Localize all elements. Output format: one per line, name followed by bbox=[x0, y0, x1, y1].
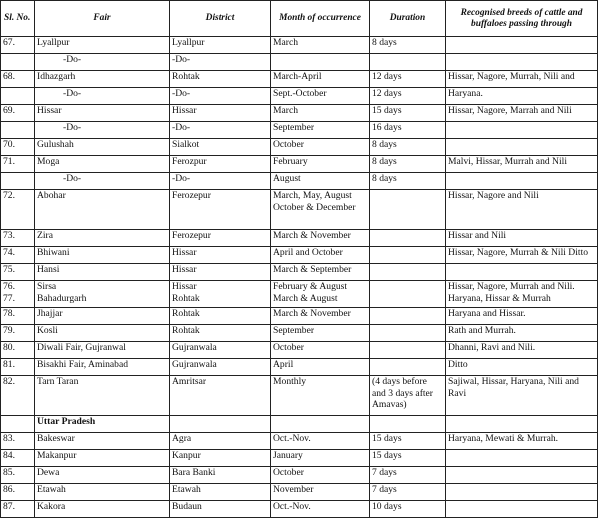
cell-breeds bbox=[446, 325, 598, 342]
cell-sl-no bbox=[1, 173, 35, 190]
cell-breeds bbox=[446, 230, 598, 247]
duration-text: 8 days bbox=[372, 173, 397, 184]
duration-text: 12 days bbox=[372, 88, 402, 99]
district-text: Hissar bbox=[172, 264, 197, 275]
table-row bbox=[1, 88, 598, 105]
cell-month bbox=[271, 173, 370, 190]
district-text: -Do- bbox=[172, 88, 191, 99]
fair-text: Makanpur bbox=[37, 450, 77, 461]
cell-sl-no: 82. bbox=[1, 376, 35, 416]
breeds-text: Sajiwal, Hissar, Haryana, Nili and bbox=[448, 376, 579, 387]
cell-month bbox=[271, 264, 370, 281]
breeds-text: Hissar and Nili bbox=[448, 230, 507, 241]
cell-sl-no: 69. bbox=[1, 105, 35, 122]
fair-text: Hissar bbox=[37, 105, 62, 116]
cell-month bbox=[271, 359, 370, 376]
cell-duration bbox=[370, 173, 446, 190]
cell-fair bbox=[35, 71, 170, 88]
month-text: February & August bbox=[273, 281, 348, 292]
cell-district bbox=[170, 247, 271, 264]
cell-sl-no: 86. bbox=[1, 484, 35, 501]
cell-district bbox=[170, 484, 271, 501]
cell-duration bbox=[370, 501, 446, 518]
table-row bbox=[1, 467, 598, 484]
district-text: Agra bbox=[172, 433, 192, 444]
table-row bbox=[1, 342, 598, 359]
cell-month bbox=[271, 281, 370, 308]
cell-empty bbox=[446, 416, 598, 433]
cell-month bbox=[271, 325, 370, 342]
cell-district bbox=[170, 308, 271, 325]
fair-text: Hansi bbox=[37, 264, 60, 275]
fair-text: Etawah bbox=[37, 484, 66, 495]
cell-sl-no: 87. bbox=[1, 501, 35, 518]
cell-breeds bbox=[446, 105, 598, 122]
district-text: Bara Banki bbox=[172, 467, 216, 478]
cell-sl-no bbox=[1, 416, 35, 433]
cell-fair bbox=[35, 37, 170, 54]
cell-duration bbox=[370, 247, 446, 264]
cell-district bbox=[170, 54, 271, 71]
duration-text: 7 days bbox=[372, 484, 397, 495]
district-text: Kanpur bbox=[172, 450, 201, 461]
cell-district bbox=[170, 342, 271, 359]
cell-fair bbox=[35, 325, 170, 342]
cell-breeds bbox=[446, 156, 598, 173]
cell-duration bbox=[370, 264, 446, 281]
duration-text: 15 days bbox=[372, 105, 402, 116]
district-text: Hissar bbox=[172, 105, 197, 116]
cell-month bbox=[271, 308, 370, 325]
cell-fair bbox=[35, 467, 170, 484]
header-district: District bbox=[170, 1, 271, 37]
month-text: March & August bbox=[273, 292, 338, 304]
cell-sl-no: 80. bbox=[1, 342, 35, 359]
cell-breeds bbox=[446, 247, 598, 264]
table-row bbox=[1, 501, 598, 518]
cell-district bbox=[170, 376, 271, 416]
cell-month bbox=[271, 122, 370, 139]
fair-text: -Do- bbox=[63, 54, 82, 65]
cell-sl-no: 70. bbox=[1, 139, 35, 156]
cell-duration bbox=[370, 190, 446, 230]
cell-breeds bbox=[446, 308, 598, 325]
table-row bbox=[1, 433, 598, 450]
cell-fair bbox=[35, 342, 170, 359]
month-text: February bbox=[273, 156, 308, 167]
table-row bbox=[1, 105, 598, 122]
district-text: Lyallpur bbox=[172, 37, 205, 48]
cell-district bbox=[170, 281, 271, 308]
cell-sl-no: 85. bbox=[1, 467, 35, 484]
cell-fair bbox=[35, 156, 170, 173]
month-text: Sept.-October bbox=[273, 88, 327, 99]
month-text: March & November bbox=[273, 230, 351, 241]
header-month: Month of occurrence bbox=[271, 1, 370, 37]
month-text: Oct.-Nov. bbox=[273, 501, 311, 512]
cell-fair bbox=[35, 450, 170, 467]
cell-duration bbox=[370, 359, 446, 376]
breeds-text: Rath and Murrah. bbox=[448, 325, 516, 336]
cell-month bbox=[271, 433, 370, 450]
table-body bbox=[1, 37, 598, 518]
cell-breeds bbox=[446, 376, 598, 416]
table-row bbox=[1, 484, 598, 501]
cell-sl-no: 74. bbox=[1, 247, 35, 264]
cell-month bbox=[271, 376, 370, 416]
header-duration: Duration bbox=[370, 1, 446, 37]
fair-text: Idhazgarh bbox=[37, 71, 76, 82]
month-text: March, May, August bbox=[273, 190, 352, 201]
cell-breeds bbox=[446, 190, 598, 230]
cell-breeds bbox=[446, 139, 598, 156]
table-row bbox=[1, 376, 598, 416]
month-text: Oct.-Nov. bbox=[273, 433, 311, 444]
cell-month bbox=[271, 190, 370, 230]
cell-fair bbox=[35, 376, 170, 416]
cell-district bbox=[170, 467, 271, 484]
fair-text: -Do- bbox=[63, 88, 82, 99]
table-row bbox=[1, 156, 598, 173]
district-text: Gujranwala bbox=[172, 359, 217, 370]
cell-breeds bbox=[446, 71, 598, 88]
cell-month bbox=[271, 230, 370, 247]
duration-text: 16 days bbox=[372, 122, 402, 133]
district-text: Rohtak bbox=[172, 71, 200, 82]
cell-duration bbox=[370, 325, 446, 342]
cell-breeds bbox=[446, 450, 598, 467]
cell-breeds bbox=[446, 467, 598, 484]
cell-month bbox=[271, 247, 370, 264]
cell-fair bbox=[35, 264, 170, 281]
table-row bbox=[1, 230, 598, 247]
cell-month bbox=[271, 37, 370, 54]
cell-empty bbox=[271, 416, 370, 433]
duration-text: 12 days bbox=[372, 71, 402, 82]
month-text: October bbox=[273, 342, 304, 353]
month-text: September bbox=[273, 122, 315, 133]
cell-district bbox=[170, 230, 271, 247]
fair-text: -Do- bbox=[63, 122, 82, 133]
fair-text: Moga bbox=[37, 156, 60, 167]
cell-fair bbox=[35, 173, 170, 190]
cell-duration bbox=[370, 88, 446, 105]
cell-fair bbox=[35, 139, 170, 156]
cell-duration bbox=[370, 281, 446, 308]
cell-duration bbox=[370, 376, 446, 416]
cell-duration bbox=[370, 467, 446, 484]
month-text: April bbox=[273, 359, 294, 370]
cell-breeds bbox=[446, 342, 598, 359]
cell-empty bbox=[370, 416, 446, 433]
header-breeds: Recognised breeds of cattle and buffaloes passing through bbox=[446, 1, 598, 37]
duration-text: (4 days before bbox=[372, 376, 427, 387]
cell-sl-no: 67. bbox=[1, 37, 35, 54]
cell-month bbox=[271, 139, 370, 156]
cell-district bbox=[170, 433, 271, 450]
cell-month bbox=[271, 450, 370, 467]
table-row bbox=[1, 190, 598, 230]
month-text: October bbox=[273, 139, 304, 150]
cell-district bbox=[170, 71, 271, 88]
breeds-text: Ditto bbox=[448, 359, 468, 370]
cell-duration bbox=[370, 54, 446, 71]
cell-empty bbox=[170, 416, 271, 433]
month-text: March bbox=[273, 37, 299, 48]
district-text: -Do- bbox=[172, 54, 191, 65]
cell-month bbox=[271, 467, 370, 484]
table-row bbox=[1, 139, 598, 156]
cell-breeds bbox=[446, 54, 598, 71]
duration-text: and 3 days after bbox=[372, 387, 434, 399]
cell-month bbox=[271, 156, 370, 173]
fair-text: Jhajjar bbox=[37, 308, 63, 319]
breeds-text: Haryana, Mewati & Murrah. bbox=[448, 433, 559, 444]
cell-district bbox=[170, 37, 271, 54]
cell-sl-no: 84. bbox=[1, 450, 35, 467]
cell-district bbox=[170, 501, 271, 518]
district-text: -Do- bbox=[172, 173, 191, 184]
fair-text: Sirsa bbox=[37, 281, 57, 292]
district-text: Hissar bbox=[172, 247, 197, 258]
cell-district bbox=[170, 264, 271, 281]
fair-text: Zira bbox=[37, 230, 53, 241]
table-row bbox=[1, 71, 598, 88]
cell-sl-no: 73. bbox=[1, 230, 35, 247]
month-text: October & December bbox=[273, 201, 356, 213]
fair-text: -Do- bbox=[63, 173, 82, 184]
cell-sl-no: 75. bbox=[1, 264, 35, 281]
cell-district bbox=[170, 156, 271, 173]
fair-text: Bakeswar bbox=[37, 433, 75, 444]
cell-breeds bbox=[446, 281, 598, 308]
duration-text: 8 days bbox=[372, 139, 397, 150]
district-text: Ferozpur bbox=[172, 156, 207, 167]
month-text: September bbox=[273, 325, 315, 336]
cell-duration bbox=[370, 71, 446, 88]
district-text: Ferozepur bbox=[172, 190, 211, 201]
fair-text: Kosli bbox=[37, 325, 58, 336]
table-row bbox=[1, 37, 598, 54]
cell-breeds bbox=[446, 501, 598, 518]
sl-no-text: 76. bbox=[3, 281, 15, 292]
month-text: October bbox=[273, 467, 304, 478]
month-text: January bbox=[273, 450, 303, 461]
cell-breeds bbox=[446, 88, 598, 105]
cell-fair bbox=[35, 54, 170, 71]
district-text: Etawah bbox=[172, 484, 201, 495]
cell-fair bbox=[35, 190, 170, 230]
cell-duration bbox=[370, 139, 446, 156]
section-row bbox=[1, 416, 598, 433]
cell-month bbox=[271, 484, 370, 501]
breeds-text: Hissar, Nagore, Murrah & Nili Ditto bbox=[448, 247, 589, 258]
cell-fair bbox=[35, 433, 170, 450]
breeds-text: Dhanni, Ravi and Nili. bbox=[448, 342, 536, 353]
cell-duration bbox=[370, 122, 446, 139]
duration-text: 15 days bbox=[372, 450, 402, 461]
table-row bbox=[1, 359, 598, 376]
cell-sl-no bbox=[1, 88, 35, 105]
month-text: April and October bbox=[273, 247, 343, 258]
breeds-text: Hissar, Nagore, Murrah and Nili. bbox=[448, 281, 575, 292]
fair-text: Gulushah bbox=[37, 139, 74, 150]
cell-month bbox=[271, 105, 370, 122]
duration-text: Amavas) bbox=[372, 399, 407, 410]
table-row bbox=[1, 450, 598, 467]
fair-text: Abohar bbox=[37, 190, 66, 201]
cell-sl-no bbox=[1, 122, 35, 139]
cell-fair bbox=[35, 247, 170, 264]
breeds-text: Hissar, Nagore, Murrah, Nili and bbox=[448, 71, 575, 82]
cell-breeds bbox=[446, 122, 598, 139]
district-text: -Do- bbox=[172, 122, 191, 133]
cell-fair bbox=[35, 501, 170, 518]
table-row bbox=[1, 308, 598, 325]
table-row bbox=[1, 281, 598, 308]
duration-text: 8 days bbox=[372, 37, 397, 48]
breeds-text: Ravi bbox=[448, 387, 467, 399]
fair-text: Tarn Taran bbox=[37, 376, 79, 387]
district-text: Hissar bbox=[172, 281, 197, 292]
cell-sl-no: 68. bbox=[1, 71, 35, 88]
cell-month bbox=[271, 71, 370, 88]
cell-duration bbox=[370, 484, 446, 501]
cell-district bbox=[170, 139, 271, 156]
cell-duration bbox=[370, 156, 446, 173]
fair-text: Kakora bbox=[37, 501, 66, 512]
district-text: Sialkot bbox=[172, 139, 200, 150]
cell-district bbox=[170, 190, 271, 230]
table-row bbox=[1, 247, 598, 264]
fair-text: Diwali Fair, Gujranwal bbox=[37, 342, 126, 353]
district-text: Budaun bbox=[172, 501, 202, 512]
breeds-text: Malvi, Hissar, Murrah and Nili bbox=[448, 156, 567, 167]
cell-breeds bbox=[446, 173, 598, 190]
cell-district bbox=[170, 173, 271, 190]
cell-duration bbox=[370, 433, 446, 450]
cell-duration bbox=[370, 308, 446, 325]
cell-duration bbox=[370, 105, 446, 122]
cell-month bbox=[271, 342, 370, 359]
cell-fair bbox=[35, 88, 170, 105]
month-text: November bbox=[273, 484, 314, 495]
cell-fair bbox=[35, 281, 170, 308]
fair-text: Bhiwani bbox=[37, 247, 70, 258]
duration-text: 7 days bbox=[372, 467, 397, 478]
cell-duration bbox=[370, 37, 446, 54]
cell-fair bbox=[35, 230, 170, 247]
table-row bbox=[1, 122, 598, 139]
cell-sl-no bbox=[1, 281, 35, 308]
district-text: Rohtak bbox=[172, 292, 200, 304]
duration-text: 8 days bbox=[372, 156, 397, 167]
cell-month bbox=[271, 88, 370, 105]
cell-fair bbox=[35, 105, 170, 122]
cell-district bbox=[170, 105, 271, 122]
cell-fair bbox=[35, 484, 170, 501]
cell-district bbox=[170, 359, 271, 376]
cell-district bbox=[170, 122, 271, 139]
month-text: Monthly bbox=[273, 376, 307, 387]
fair-text: Lyallpur bbox=[37, 37, 70, 48]
cell-sl-no: 79. bbox=[1, 325, 35, 342]
cell-sl-no: 78. bbox=[1, 308, 35, 325]
duration-text: 15 days bbox=[372, 433, 402, 444]
cell-breeds bbox=[446, 37, 598, 54]
month-text: August bbox=[273, 173, 301, 184]
cell-sl-no bbox=[1, 54, 35, 71]
cell-month bbox=[271, 501, 370, 518]
cell-duration bbox=[370, 450, 446, 467]
table-row bbox=[1, 264, 598, 281]
breeds-text: Hissar, Nagore and Nili bbox=[448, 190, 539, 201]
cell-fair bbox=[35, 359, 170, 376]
sl-no-text: 77. bbox=[3, 292, 15, 304]
fair-text: Dewa bbox=[37, 467, 60, 478]
month-text: March & November bbox=[273, 308, 351, 319]
cell-breeds bbox=[446, 484, 598, 501]
header-sl-no: Sl. No. bbox=[1, 1, 35, 37]
breeds-text: Haryana, Hissar & Murrah bbox=[448, 292, 551, 304]
cell-fair bbox=[35, 308, 170, 325]
cell-sl-no: 81. bbox=[1, 359, 35, 376]
table-row bbox=[1, 54, 598, 71]
section-heading: Uttar Pradesh bbox=[35, 416, 170, 433]
breeds-text: Haryana. bbox=[448, 88, 483, 99]
cell-district bbox=[170, 450, 271, 467]
cell-district bbox=[170, 88, 271, 105]
district-text: Gujranwala bbox=[172, 342, 217, 353]
cell-sl-no: 83. bbox=[1, 433, 35, 450]
cell-breeds bbox=[446, 433, 598, 450]
duration-text: 10 days bbox=[372, 501, 402, 512]
fair-text: Bisakhi Fair, Aminabad bbox=[37, 359, 129, 370]
district-text: Ferozepur bbox=[172, 230, 211, 241]
fair-text: Bahadurgarh bbox=[37, 292, 87, 304]
month-text: March bbox=[273, 105, 299, 116]
cell-duration bbox=[370, 230, 446, 247]
cell-sl-no: 71. bbox=[1, 156, 35, 173]
district-text: Rohtak bbox=[172, 308, 200, 319]
district-text: Amritsar bbox=[172, 376, 207, 387]
cell-fair bbox=[35, 122, 170, 139]
breeds-text: Hissar, Nagore, Marrah and Nili bbox=[448, 105, 572, 116]
cell-district bbox=[170, 325, 271, 342]
month-text: March & September bbox=[273, 264, 352, 275]
cell-month bbox=[271, 54, 370, 71]
month-text: March-April bbox=[273, 71, 322, 82]
table-header-row bbox=[1, 1, 598, 37]
cell-sl-no: 72. bbox=[1, 190, 35, 230]
header-fair: Fair bbox=[35, 1, 170, 37]
cell-duration bbox=[370, 342, 446, 359]
cell-breeds bbox=[446, 264, 598, 281]
cell-breeds bbox=[446, 359, 598, 376]
table-row bbox=[1, 173, 598, 190]
district-text: Rohtak bbox=[172, 325, 200, 336]
table-row bbox=[1, 325, 598, 342]
breeds-text: Haryana and Hissar. bbox=[448, 308, 526, 319]
